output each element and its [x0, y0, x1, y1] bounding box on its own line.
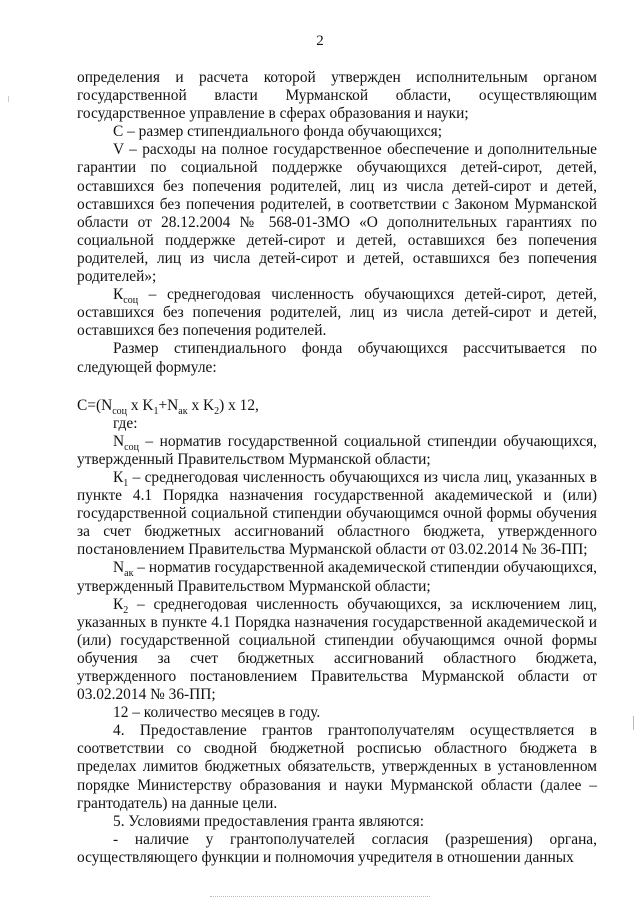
formula-part: +N: [158, 396, 179, 414]
formula-part: x K: [187, 396, 215, 414]
formula-where: где:: [113, 414, 138, 432]
formula-part: С=(N: [77, 396, 113, 414]
scan-edge-mark: [633, 716, 634, 730]
paragraph-formula-intro: Размер стипендиального фонда обучающихся рассчитывается по следующей формуле:: [77, 340, 597, 376]
paragraph-ksoc-definition: [77, 286, 597, 340]
definition-text: – среднегодовая численность обучающихся из числа лиц, указанных в пункте 4.1 Порядка назначения государственной академической и (или) государственной социальной стипендии обучающимся очной формы обучения за счет бюджетных ассигнований областного бюджета, утвержденного постановлением Правительства Мурманской области от 03.02.2014 № 36-ПП;: [77, 468, 597, 559]
scan-edge-mark: [210, 896, 430, 898]
symbol-subscript: 1: [123, 478, 129, 490]
paragraph-v-definition: V – расходы на полное государственное обеспечение и дополнительные гарантии по социальной поддержке обучающихся детей-сирот, детей, оставшихся без попечения родителей, лиц из числа детей-сирот и детей, оставшихся без попечения родителей, в соответствии с Законом Мурманской области от 28.12.2004 № 568-01-ЗМО «О дополнительных гарантиях по социальной поддержке детей-сирот и детей, оставшихся без попечения родителей, лиц из числа детей-сирот и детей, оставшихся без попечения родителей»;: [77, 141, 597, 286]
paragraph-nsoc-definition: [77, 433, 597, 469]
formula: [77, 397, 597, 415]
symbol-subscript: соц: [124, 441, 139, 453]
symbol: К: [113, 595, 124, 613]
symbol-subscript: соц: [123, 295, 139, 307]
definition-text: – среднегодовая численность обучающихся, за исключением лиц, указанных в пункте 4.1 Порядка назначения государственной академической и (или) государственной социальной стипендии обучающимся очной формы обучения за счет бюджетных ассигнований областного бюджета, утвержденного постановлением Правительства Мурманской области от 03.02.2014 № 36-ПП;: [77, 595, 597, 704]
paragraph-nak-definition: [77, 559, 597, 595]
symbol-subscript: ак: [124, 568, 134, 580]
symbol: К: [113, 468, 124, 486]
definition-text: – среднегодовая численность обучающихся детей-сирот, детей, оставшихся без попечения родителей, лиц из числа детей-сирот и детей, оставшихся без попечения родителей.: [77, 286, 597, 340]
page-number: 2: [316, 33, 324, 49]
formula-subscript: 2: [214, 405, 220, 417]
paragraph-condition-item: - наличие у грантополучателей согласия (разрешения) органа, осуществляющего функции и полномочия учредителя в отношении данных: [77, 830, 597, 866]
document-body: [77, 69, 597, 867]
symbol: К: [113, 286, 124, 304]
formula-part: ) x 12,: [219, 396, 259, 414]
paragraph-k1-definition: [77, 469, 597, 559]
formula-subscript: соц: [112, 405, 127, 417]
symbol: N: [113, 432, 125, 450]
symbol: N: [113, 559, 125, 577]
formula-subscript: 1: [153, 405, 159, 417]
formula-subscript: ак: [178, 405, 188, 417]
scan-edge-mark: [8, 96, 9, 102]
paragraph-section-4: 4. Предоставление грантов грантополучателям осуществляется в соответствии со сводной бюджетной росписью областного бюджета в пределах лимитов бюджетных обязательств, утвержденных в установленном порядке Министерству образования и науки Мурманской области (далее – грантодатель) на данные цели.: [77, 722, 597, 812]
definition-text: – норматив государственной академической стипендии обучающихся, утвержденный Правительством Мурманской области;: [77, 559, 597, 595]
definition-text: – норматив государственной социальной стипендии обучающихся, утвержденный Правительством Мурманской области;: [77, 432, 597, 468]
paragraph-k2-definition: [77, 596, 597, 705]
symbol-subscript: 2: [123, 604, 129, 616]
paragraph-definition: определения и расчета которой утвержден исполнительным органом государственной власти Мурманской области, осуществляющим государственное управление в сферах образования и науки;: [77, 69, 597, 123]
paragraph-c-definition: С – размер стипендиального фонда обучающихся;: [113, 123, 443, 141]
paragraph-months: 12 – количество месяцев в году.: [113, 704, 321, 722]
paragraph-section-5: 5. Условиями предоставления гранта являются:: [113, 812, 425, 830]
formula-part: x K: [126, 396, 154, 414]
